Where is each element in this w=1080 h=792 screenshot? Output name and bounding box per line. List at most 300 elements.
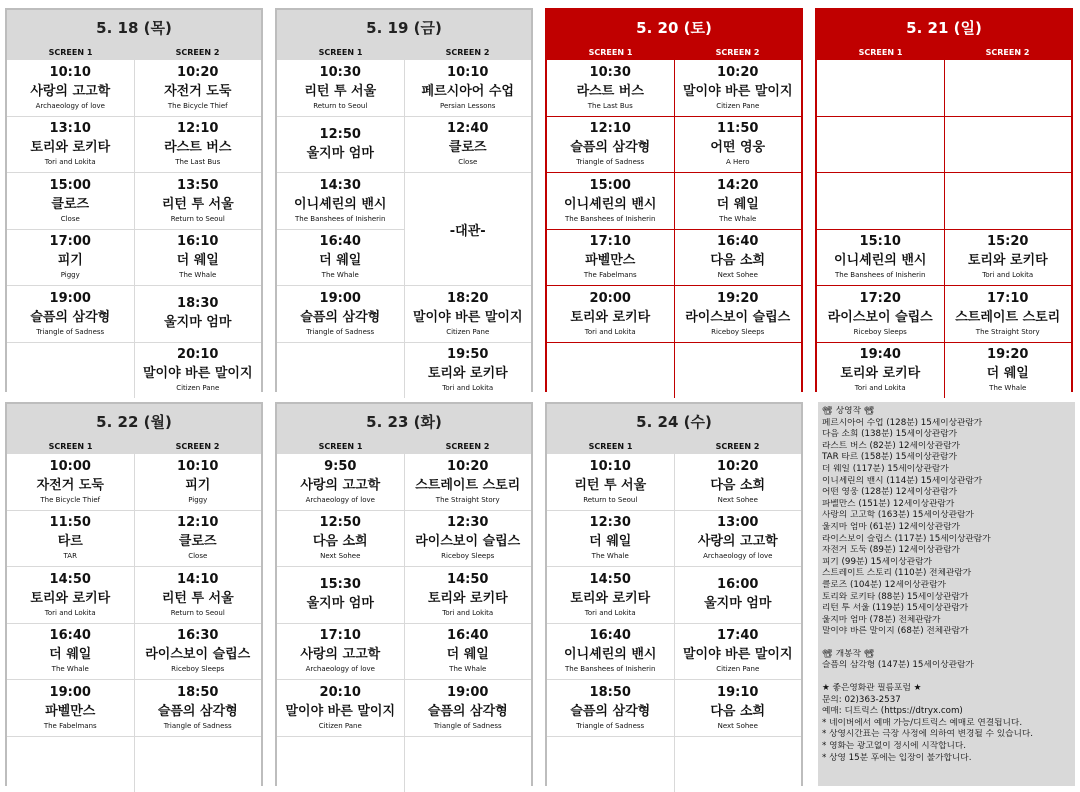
showtime: 14:50	[590, 572, 631, 587]
showtime-slot	[277, 680, 404, 736]
screen-label: SCREEN 2	[944, 46, 1071, 60]
screen-label: SCREEN 1	[547, 440, 674, 454]
movie-title-en: Tori and Lokita	[442, 383, 493, 393]
screen-label: SCREEN 2	[674, 440, 801, 454]
showtime-slot	[675, 117, 802, 173]
showtime-slot	[277, 173, 404, 229]
showtime-slot	[547, 286, 674, 342]
info-line: * 영화는 광고없이 정시에 시작합니다.	[822, 741, 1071, 753]
movie-title: 말이야 바른 말이지	[683, 646, 793, 663]
info-line: 토리와 로키타 (88분) 15세이상관람가	[822, 592, 1071, 604]
movie-title: 슬픔의 삼각형	[30, 309, 110, 326]
showtime-slot	[675, 624, 802, 680]
showtime-slot	[675, 230, 802, 286]
empty-slot	[405, 737, 532, 792]
movie-title-en: Archaeology of love	[36, 101, 105, 111]
showtime-slot	[277, 286, 404, 342]
showtime-slot	[277, 230, 404, 286]
showtime-slot	[7, 454, 134, 510]
movie-title: 울지마 엄마	[704, 595, 771, 612]
showtime-slot	[135, 343, 262, 399]
movie-title-en: The Banshees of Inisherin	[565, 214, 655, 224]
movie-title-en: Tori and Lokita	[855, 383, 906, 393]
showtime-slot	[945, 230, 1072, 286]
showtime: 20:00	[590, 291, 631, 306]
schedule-grid	[277, 454, 531, 792]
movie-title-en: Triangle of Sadness	[306, 327, 374, 337]
movie-title: 자전거 도둑	[37, 477, 104, 494]
movie-title: 피기	[58, 252, 83, 269]
showtime-slot	[405, 60, 532, 116]
movie-title-en: Piggy	[188, 495, 207, 505]
showtime: 17:10	[320, 628, 361, 643]
showtime-slot	[817, 286, 944, 342]
movie-title: 토리와 로키타	[570, 590, 650, 607]
showtime-slot	[135, 286, 262, 342]
movie-title: 이니셰린의 밴시	[564, 196, 656, 213]
movie-title: 토리와 로키타	[428, 590, 508, 607]
showtime: 18:50	[177, 685, 218, 700]
showtime: 11:50	[717, 121, 758, 136]
showtime: 19:40	[860, 347, 901, 362]
showtime-slot	[547, 567, 674, 623]
showtime-slot	[277, 60, 404, 116]
screen-label: SCREEN 2	[674, 46, 801, 60]
movie-title-en: Persian Lessons	[440, 101, 495, 111]
showtime-slot	[817, 343, 944, 399]
movie-title: 말이야 바른 말이지	[143, 365, 253, 382]
movie-title-en: Return to Seoul	[583, 495, 637, 505]
info-line: 사랑의 고고학 (163분) 15세이상관람가	[822, 510, 1071, 522]
movie-title-en: Archaeology of love	[306, 495, 375, 505]
movie-title-en: The Straight Story	[976, 327, 1040, 337]
showtime-slot	[547, 511, 674, 567]
closed-label: -대관-	[450, 220, 486, 239]
movie-title-en: Close	[61, 214, 80, 224]
showtime-slot	[405, 117, 532, 173]
info-line: 📽 상영작 📽	[822, 406, 1071, 418]
movie-title: 스트레이트 스토리	[955, 309, 1060, 326]
showtime: 16:10	[177, 234, 218, 249]
movie-title: 사랑의 고고학	[300, 477, 380, 494]
showtime: 17:10	[590, 234, 631, 249]
showtime: 19:20	[717, 291, 758, 306]
screen-label: SCREEN 2	[404, 440, 531, 454]
movie-title: 슬픔의 삼각형	[300, 309, 380, 326]
movie-title: 더 웨일	[177, 252, 219, 269]
movie-title: 더 웨일	[319, 252, 361, 269]
showtime: 16:40	[50, 628, 91, 643]
movie-title-en: The Fabelmans	[44, 721, 97, 731]
info-line: ★ 좋은영화관 필름포럼 ★	[822, 683, 1071, 695]
showtime: 13:10	[50, 121, 91, 136]
movie-title-en: Archaeology of love	[306, 664, 375, 674]
showtime: 10:10	[590, 459, 631, 474]
movie-title: 페르시아어 수업	[422, 83, 514, 100]
showtime-slot	[547, 230, 674, 286]
movie-title: 리턴 투 서울	[162, 196, 234, 213]
schedule-grid	[547, 454, 801, 792]
movie-title-en: Citizen Pane	[446, 327, 489, 337]
movie-title: 다음 소희	[710, 703, 765, 720]
showtime: 16:40	[717, 234, 758, 249]
showtime: 14:20	[717, 178, 758, 193]
schedule-grid	[7, 60, 261, 398]
screen-label: SCREEN 1	[7, 46, 134, 60]
movie-title-en: Next Sohee	[320, 551, 360, 561]
movie-title-en: Tori and Lokita	[45, 157, 96, 167]
movie-title-en: Archaeology of love	[703, 551, 772, 561]
showtime: 12:10	[177, 515, 218, 530]
showtime-slot	[675, 60, 802, 116]
day-title: 5. 23 (화)	[277, 404, 531, 440]
showtime: 19:50	[447, 347, 488, 362]
movie-title-en: The Whale	[989, 383, 1026, 393]
movie-title-en: Riceboy Sleeps	[854, 327, 907, 337]
movie-title-en: The Last Bus	[175, 157, 220, 167]
showtime: 13:00	[717, 515, 758, 530]
empty-slot	[277, 737, 404, 792]
schedule-grid	[7, 454, 261, 792]
movie-title: 더 웨일	[987, 365, 1029, 382]
info-line: 라스트 버스 (82분) 12세이상관람가	[822, 441, 1071, 453]
showtime: 12:10	[177, 121, 218, 136]
showtime-slot	[547, 624, 674, 680]
showtime-slot	[405, 511, 532, 567]
movie-title: 토리와 로키타	[840, 365, 920, 382]
screen-header	[277, 46, 531, 60]
screen-label: SCREEN 2	[134, 440, 261, 454]
showtime: 16:40	[320, 234, 361, 249]
showtime-slot	[277, 117, 404, 173]
showtime-slot	[945, 343, 1072, 399]
movie-title-en: Triangle of Sadness	[36, 327, 104, 337]
showtime: 15:30	[320, 577, 361, 592]
movie-title-en: Next Sohee	[718, 495, 758, 505]
showtime-slot	[405, 286, 532, 342]
showtime-slot	[7, 230, 134, 286]
movie-title: 슬픔의 삼각형	[570, 703, 650, 720]
showtime-slot	[135, 173, 262, 229]
showtime-slot	[547, 454, 674, 510]
showtime: 19:20	[987, 347, 1028, 362]
showtime: 16:30	[177, 628, 218, 643]
empty-slot	[817, 60, 944, 116]
movie-title-en: The Last Bus	[588, 101, 633, 111]
showtime: 15:00	[50, 178, 91, 193]
movie-title: 라이스보이 슬립스	[145, 646, 250, 663]
showtime-slot	[135, 454, 262, 510]
showtime-slot	[405, 680, 532, 736]
showtime-slot	[675, 511, 802, 567]
movie-title-en: The Banshees of Inisherin	[835, 270, 925, 280]
movie-title-en: Citizen Pane	[716, 664, 759, 674]
empty-slot	[945, 173, 1072, 229]
movie-title-en: The Bicycle Thief	[168, 101, 228, 111]
screen-header	[547, 46, 801, 60]
info-line: 스트레이트 스토리 (110분) 전체관람가	[822, 568, 1071, 580]
movie-title-en: Close	[188, 551, 207, 561]
showtime: 15:00	[590, 178, 631, 193]
movie-title: 말이야 바른 말이지	[683, 83, 793, 100]
showtime-slot	[277, 567, 404, 623]
movie-title: 토리와 로키타	[428, 365, 508, 382]
movie-title: 말이야 바른 말이지	[285, 703, 395, 720]
movie-title: 더 웨일	[49, 646, 91, 663]
day-title: 5. 20 (토)	[547, 10, 801, 46]
info-line: 슬픔의 삼각형 (147분) 15세이상관람가	[822, 660, 1071, 672]
showtime: 12:30	[447, 515, 488, 530]
showtime: 14:50	[447, 572, 488, 587]
showtime-slot	[277, 511, 404, 567]
info-line: * 상영 15분 후에는 입장이 불가합니다.	[822, 753, 1071, 765]
showtime: 12:50	[320, 127, 361, 142]
info-panel	[818, 402, 1075, 786]
movie-title: 라이스보이 슬립스	[415, 533, 520, 550]
movie-title-en: A Hero	[726, 157, 750, 167]
showtime: 9:50	[324, 459, 356, 474]
movie-title: 울지마 엄마	[307, 595, 374, 612]
day-panel	[545, 8, 803, 392]
info-line: 어떤 영웅 (128분) 12세이상관람가	[822, 487, 1071, 499]
showtime: 10:20	[447, 459, 488, 474]
movie-title-en: The Straight Story	[436, 495, 500, 505]
movie-title: 라스트 버스	[164, 139, 231, 156]
showtime: 16:00	[717, 577, 758, 592]
info-line: 📽 개봉작 📽	[822, 649, 1071, 661]
showtime: 10:00	[50, 459, 91, 474]
movie-title: 타르	[58, 533, 83, 550]
showtime: 10:20	[717, 65, 758, 80]
showtime-slot	[7, 511, 134, 567]
day-title: 5. 24 (수)	[547, 404, 801, 440]
info-line: TAR 타르 (158분) 15세이상관람가	[822, 452, 1071, 464]
movie-title-en: The Whale	[449, 664, 486, 674]
showtime-slot	[547, 60, 674, 116]
movie-title: 더 웨일	[447, 646, 489, 663]
showtime-slot	[7, 173, 134, 229]
movie-title-en: Tori and Lokita	[585, 608, 636, 618]
movie-title-en: Close	[458, 157, 477, 167]
empty-slot	[945, 117, 1072, 173]
movie-title-en: Return to Seoul	[313, 101, 367, 111]
showtime: 15:20	[987, 234, 1028, 249]
movie-title-en: Triangle of Sadness	[434, 721, 502, 731]
screen-label: SCREEN 1	[817, 46, 944, 60]
showtime-slot	[135, 567, 262, 623]
movie-title: 자전거 도둑	[164, 83, 231, 100]
movie-title: 슬픔의 삼각형	[570, 139, 650, 156]
movie-title-en: Return to Seoul	[171, 608, 225, 618]
info-line: 다음 소희 (138분) 15세이상관람가	[822, 429, 1071, 441]
screen-label: SCREEN 2	[404, 46, 531, 60]
movie-title-en: The Banshees of Inisherin	[295, 214, 385, 224]
movie-title: 라이스보이 슬립스	[685, 309, 790, 326]
movie-title-en: Next Sohee	[718, 721, 758, 731]
showtime-slot	[675, 680, 802, 736]
showtime: 10:20	[717, 459, 758, 474]
screen-header	[817, 46, 1071, 60]
movie-title: 파벨만스	[45, 703, 95, 720]
movie-title: 이니셰린의 밴시	[834, 252, 926, 269]
movie-title-en: Triangle of Sadness	[164, 721, 232, 731]
movie-title: 사랑의 고고학	[300, 646, 380, 663]
movie-title-en: Citizen Pane	[176, 383, 219, 393]
empty-slot	[277, 343, 404, 399]
movie-title: 다음 소희	[710, 477, 765, 494]
showtime: 18:20	[447, 291, 488, 306]
schedule-grid	[277, 60, 531, 398]
showtime: 12:10	[590, 121, 631, 136]
info-line: 문의: 02)363-2537	[822, 695, 1071, 707]
movie-title: 라이스보이 슬립스	[828, 309, 933, 326]
showtime: 10:30	[320, 65, 361, 80]
info-line: 피기 (99분) 15세이상관람가	[822, 557, 1071, 569]
movie-title-en: Triangle of Sadness	[576, 721, 644, 731]
movie-title: 다음 소희	[313, 533, 368, 550]
movie-title-en: Tori and Lokita	[585, 327, 636, 337]
movie-title-en: Tori and Lokita	[982, 270, 1033, 280]
movie-title: 더 웨일	[589, 533, 631, 550]
schedule-grid	[817, 60, 1071, 398]
movie-title: 리턴 투 서울	[574, 477, 646, 494]
showtime-slot	[135, 117, 262, 173]
showtime: 14:50	[50, 572, 91, 587]
empty-slot	[547, 737, 674, 792]
movie-title-en: The Whale	[52, 664, 89, 674]
showtime-slot	[817, 230, 944, 286]
screen-header	[277, 440, 531, 454]
schedule-grid	[547, 60, 801, 398]
screen-header	[7, 46, 261, 60]
info-line: 예매: 디트릭스 (https://dtryx.com)	[822, 706, 1071, 718]
movie-title: 울지마 엄마	[307, 145, 374, 162]
day-panel	[275, 402, 533, 786]
empty-slot	[817, 173, 944, 229]
info-line: 클로즈 (104분) 12세이상관람가	[822, 580, 1071, 592]
showtime: 20:10	[177, 347, 218, 362]
spacer	[822, 672, 1071, 683]
day-panel	[815, 8, 1073, 392]
movie-title-en: Tori and Lokita	[442, 608, 493, 618]
showtime-slot	[277, 454, 404, 510]
showtime-slot	[675, 173, 802, 229]
movie-title-en: Return to Seoul	[171, 214, 225, 224]
movie-title: 어떤 영웅	[710, 139, 765, 156]
movie-title: 클로즈	[449, 139, 487, 156]
movie-title-en: TAR	[64, 551, 77, 561]
movie-title: 리턴 투 서울	[162, 590, 234, 607]
info-line: 울지마 엄마 (78분) 전체관람가	[822, 615, 1071, 627]
showtime: 12:50	[320, 515, 361, 530]
showtime-slot	[675, 286, 802, 342]
showtime: 19:00	[50, 685, 91, 700]
movie-title: 토리와 로키타	[30, 139, 110, 156]
movie-title-en: Riceboy Sleeps	[711, 327, 764, 337]
showtime: 10:30	[590, 65, 631, 80]
showtime: 19:00	[320, 291, 361, 306]
day-panel	[545, 402, 803, 786]
showtime-slot	[277, 624, 404, 680]
screen-header	[7, 440, 261, 454]
showtime: 10:10	[447, 65, 488, 80]
movie-title: 라스트 버스	[577, 83, 644, 100]
showtime-slot	[135, 680, 262, 736]
showtime: 10:20	[177, 65, 218, 80]
info-line: 더 웨일 (117분) 15세이상관람가	[822, 464, 1071, 476]
screen-label: SCREEN 2	[134, 46, 261, 60]
day-panel	[5, 402, 263, 786]
showtime: 10:10	[177, 459, 218, 474]
empty-slot	[7, 343, 134, 399]
movie-title: 더 웨일	[717, 196, 759, 213]
movie-title: 피기	[185, 477, 210, 494]
showtime-slot	[547, 173, 674, 229]
day-title: 5. 22 (월)	[7, 404, 261, 440]
day-title: 5. 19 (금)	[277, 10, 531, 46]
movie-title-en: Citizen Pane	[319, 721, 362, 731]
info-line: 말이야 바른 말이지 (68분) 전체관람가	[822, 626, 1071, 638]
showtime: 13:50	[177, 178, 218, 193]
movie-title-en: The Whale	[592, 551, 629, 561]
showtime: 17:10	[987, 291, 1028, 306]
movie-title: 토리와 로키타	[30, 590, 110, 607]
spacer	[822, 638, 1071, 649]
showtime: 17:20	[860, 291, 901, 306]
screen-label: SCREEN 1	[277, 440, 404, 454]
info-line: 파벨만스 (151분) 12세이상관람가	[822, 499, 1071, 511]
showtime-slot	[405, 343, 532, 399]
showtime-slot	[7, 117, 134, 173]
screen-label: SCREEN 1	[277, 46, 404, 60]
movie-title-en: Citizen Pane	[716, 101, 759, 111]
movie-title: 말이야 바른 말이지	[413, 309, 523, 326]
movie-title-en: Triangle of Sadness	[576, 157, 644, 167]
day-title: 5. 18 (목)	[7, 10, 261, 46]
info-line: 라이스보이 슬립스 (117분) 15세이상관람가	[822, 534, 1071, 546]
movie-title: 울지마 엄마	[164, 314, 231, 331]
movie-title: 클로즈	[179, 533, 217, 550]
movie-title: 사랑의 고고학	[698, 533, 778, 550]
showtime-slot	[7, 624, 134, 680]
showtime: 10:10	[50, 65, 91, 80]
movie-title-en: The Bicycle Thief	[40, 495, 100, 505]
movie-title: 이니셰린의 밴시	[294, 196, 386, 213]
movie-title-en: Piggy	[61, 270, 80, 280]
movie-title-en: The Banshees of Inisherin	[565, 664, 655, 674]
movie-title: 파벨만스	[585, 252, 635, 269]
movie-title: 토리와 로키타	[570, 309, 650, 326]
movie-title-en: Riceboy Sleeps	[171, 664, 224, 674]
movie-title-en: Next Sohee	[718, 270, 758, 280]
showtime: 16:40	[590, 628, 631, 643]
screen-header	[547, 440, 801, 454]
showtime: 18:50	[590, 685, 631, 700]
showtime: 17:40	[717, 628, 758, 643]
movie-title: 스트레이트 스토리	[415, 477, 520, 494]
empty-slot	[675, 737, 802, 792]
info-line: * 상영시간표는 극장 사정에 의하여 변경될 수 있습니다.	[822, 729, 1071, 741]
showtime-slot	[7, 567, 134, 623]
movie-title: 이니셰린의 밴시	[564, 646, 656, 663]
movie-title: 슬픔의 삼각형	[158, 703, 238, 720]
showtime-slot	[7, 60, 134, 116]
day-title: 5. 21 (일)	[817, 10, 1071, 46]
showtime-slot	[405, 454, 532, 510]
showtime-slot	[135, 511, 262, 567]
showtime: 16:40	[447, 628, 488, 643]
showtime-slot	[7, 286, 134, 342]
